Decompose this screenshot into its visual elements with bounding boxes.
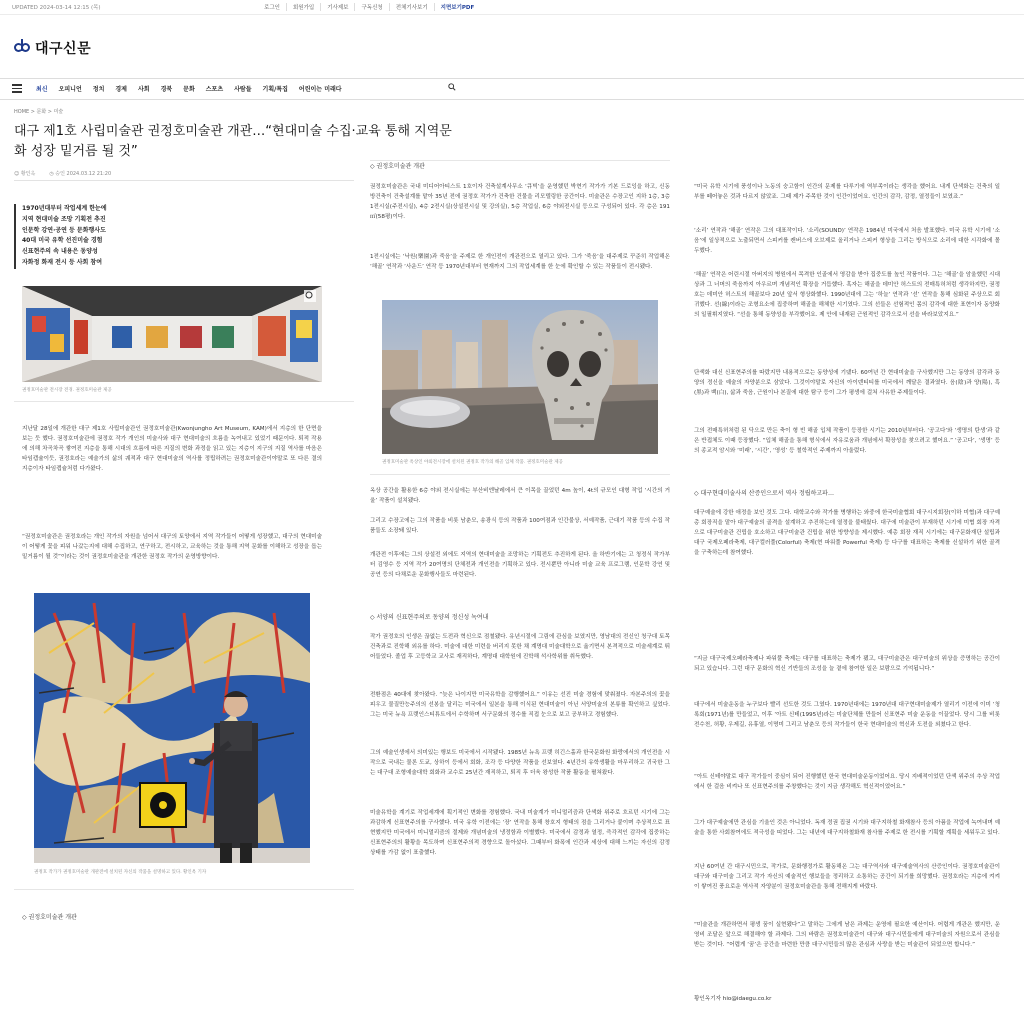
col2-paragraph-4: 그리고 수장고에는 그의 작품을 비롯 남춘모, 송광식 등의 작품과 100여점과 인간불상, 서예작품, 근대기 작품 등의 수집 작품들도 소장돼 있다.	[370, 518, 670, 534]
col3-paragraph-9: “아트 신테야말로 대구 작가들이 중심이 되어 진행했던 한국 현대미술운동이었어요. 당시 지배적이었던 단색 위주의 추상 작업에서 한 걸음 비켜나 또 신표현주의를 주창했다는 것이 지금 생각해도 혁신적이었어요.”	[694, 774, 1000, 790]
col2-paragraph-6: 작가 권정호의 인생은 끊없는 도전과 혁신으로 점철됐다. 유년시절에 그림에 관심을 보였지만, 영남대의 전신인 청구대 토목건축과로 진학해 외유를 하다. 미술에 대한 미련을 버리지 못한 채 계명대 미술대학으로 옮기면서 본격적으로 미술세계로 뛰어들었다. 졸업 후 고등학교 교사로 재직하다, 계명대 대학원에 진학해 석사학위를 취득했다.	[370, 634, 670, 660]
nav-item-economy[interactable]: 경제	[115, 86, 127, 93]
summary-line: 1970년대부터 작업세계 한눈에	[22, 205, 107, 212]
nav-item-features[interactable]: 기획/특집	[262, 86, 288, 93]
nav-item-children[interactable]: 어린이는 미래다	[298, 86, 342, 93]
pdf-link[interactable]: 지면보기PDF	[434, 3, 481, 11]
article-author: ☺ 황인옥	[14, 171, 36, 177]
nav-item-latest[interactable]: 최신	[36, 86, 48, 93]
all-articles-link[interactable]: 전체기사보기	[389, 3, 434, 11]
photo2-caption: 권정호 작가가 권정호미술관 개관전에 설치된 자신의 작품을 설명하고 있다. 황인옥 기자	[34, 870, 207, 875]
nav-item-politics[interactable]: 정치	[92, 86, 105, 93]
col2-subheading-2: ◇ 서양의 신표현주의로 동양의 정신성 녹여내	[370, 614, 489, 621]
subscribe-link[interactable]: 구독신청	[354, 3, 388, 11]
nav-item-people[interactable]: 사람들	[234, 86, 252, 93]
nav-item-culture[interactable]: 문화	[183, 86, 195, 93]
article-summary	[14, 204, 146, 269]
nav-item-opinion[interactable]: 오피니언	[58, 86, 82, 93]
col2-paragraph-5: 개관전 이후에는 그의 상설전 외에도 지역의 현대미술을 조망하는 기획전도 추진하게 된다. 올 하반기에는 고 청정식 작가부터 김영수 등 지역 작가 20여명의 단체전과 개인전을 기획하고 있다. 전시뿐만 아니라 미술 교육 프로그램, 인문학 강연 및 공연 등의 다채로운 문화행사들도 마련된다.	[370, 552, 670, 578]
site-logo[interactable]	[14, 38, 91, 58]
hamburger-icon[interactable]	[12, 84, 22, 95]
col3-paragraph-2: ‘소리’ 연작과 ‘해골’ 연작은 그의 대표작이다. ‘소리(SOUND)’ 연작은 1984년 미국에서 처음 발표했다. 미국 유학 시기에 ‘소음’에 일상적으로 노출되면서 스피커를 캔버스에 오브제로 올리거나 스피커 형상을 그리는 방식으로 소리에 대한 시각화에 몰두했다.	[694, 228, 1000, 254]
report-link[interactable]: 기사제보	[320, 3, 354, 11]
meta-divider	[14, 180, 354, 181]
summary-line: 인문학 강연·공연 등 문화행사도	[22, 226, 106, 234]
updated-timestamp: UPDATED 2024-03-14 12:15 (목)	[12, 5, 101, 11]
col3-subheading: ◇ 대구현대미술사의 산증인으로서 역사 정립하고파…	[694, 490, 834, 497]
breadcrumb-art[interactable]: 미술	[53, 109, 64, 115]
signup-link[interactable]: 회원가입	[286, 3, 320, 11]
col2-subheading-1: ◇ 권정호미술관 개관	[370, 163, 425, 170]
divider	[14, 401, 354, 402]
photo3-caption: 권정호미술관 옥상인 야외전시장에 설치된 권정호 작가의 해골 입체 작품. 권정호미술관 제공	[382, 460, 563, 465]
col3-paragraph-11: 지난 60여년 간 대구시민으로, 작가로, 문화행정가로 활동해온 그는 대구역사와 대구예술역사의 산증인이다. 권정호미술관이 대구와 대구미술 그리고 작가 자신의 예술적인 행보들을 정리하고 소통하는 공간이 되기를 희망했다. 권정호라는 지층에 켜켜이 쌓여진 풍요로운 역사적 자양분이 권정호미술관을 통해 전해지게 바랐다.	[694, 864, 1000, 890]
col2-paragraph-1: 권정호미술관은 국내 미디어아티스트 1호이자 건축설계사무소 ‘큐빅’을 운영했던 박현기 작가가 기본 드로잉을 하고, 신동방건축이 건축설계를 맡아 35년 전에 권정호 작가가 건축한 건물을 리모델링한 공간이다. 미술관은 수장고인 지하 1층, 3층 1전시실(주전시실), 4층 2전시실(상설전시실 및 강의실), 5층 작업실, 6층 야외전시실 등으로 구성되어 있다. 각 층은 191㎡(58평)이다.	[370, 184, 670, 220]
col2-paragraph-2: 1전시실에는 ‘낙원(樂園)과 죽음’을 주제로 한 개인전이 개관전으로 열리고 있다. 그가 ‘죽음’을 대주제로 꾸준히 작업해온 ‘해골’ 연작과 ‘사운드’ 연작 등 1970년대부터 현재까지 그의 작업세계를 한 눈에 확인할 수 있는 작품들이 전시됐다.	[370, 254, 670, 270]
login-link[interactable]: 로그인	[264, 5, 280, 11]
col3-paragraph-6: 대구예술에 강한 애정을 보인 것도 그다. 대학교수와 작가를 병행하는 와중에 한국미술협회 대구시지회장(이하 미협)과 대구예총 회장직을 맡아 대구예술의 골격을 설계하고 추진하는데 열정을 불태웠다. 대구에 미술관이 부재하던 시기에 미협 회장 자격으로 대구미술관 건립을 호소하고 대구미술관 건립을 위한 방향성을 제시했다. 예총 회장 재직 시기에는 대구문화재단 설립과 대구 국제오페라축제, 대구컬러풀(Colorful) 축제(현 파워풀 Powerful 축제) 등 다구를 대표하는 축제를 신설하기 위한 골격을 구축하는데 참여했다.	[694, 510, 1000, 556]
col3-paragraph-12: “미술관을 개관하면서 평생 꿈이 실현됐다”고 말하는 그에게 남은 과제는 운영에 필요한 예산이다. 어렵게 개관은 했지만, 운영비 조달은 앞으로 해결해야 할 과제다. 그의 바람은 권정호미술관이 대구와 대구시민들에게 대구미술의 자원으로서 관심을 받는 것이다. “어렵게 ‘꿈’은 공간을 마련한 만큼 대구시민들의 많은 관심과 사랑을 받는 미술관이 되었으면 합니다.”	[694, 922, 1000, 948]
article-byline: 황인옥기자 hio@idaegu.co.kr	[694, 996, 772, 1002]
breadcrumb: HOME > 문화 > 미술	[14, 109, 64, 115]
skull-sculpture-photo[interactable]	[382, 300, 658, 454]
breadcrumb-home[interactable]: HOME	[14, 109, 30, 115]
divider	[370, 474, 670, 475]
col3-paragraph-1: “미국 유학 시기에 풍성이나 노동의 숭고함이 인간의 문제를 다루기에 역부족이라는 생각을 했어요. 내게 단색화는 건축의 일부를 떼어놓은 것과 다르지 않았죠. 그때 제가 주목한 것이 인간이었어요. 인간의 감각, 감정, 열정들이 보였죠.”	[694, 184, 1000, 200]
col1-subheading: ◇ 권정호미술관 개관	[22, 914, 77, 921]
col2-paragraph-3: 옥상 공간을 활용한 6층 야외 전시실에는 부산비엔날레에서 큰 이목을 끌었던 4m 높이, 4t의 규모인 대형 작업 ‘시간의 거울’ 작품이 설치됐다.	[370, 488, 670, 504]
photo1-caption: 권정호미술관 전시장 전경. 권정호미술관 제공	[22, 388, 112, 393]
col3-paragraph-10: 그가 대구예술에만 관심을 기울인 것은 아니었다. 독재 정권 집권 시기와 대구지하철 화재참사 등의 아픔을 작업에 녹여내며 예술을 통한 사회참여에도 적극성을 띠었다. 그는 내년에 대구지하철화재 참사를 주제로 한 전시를 기획할 계획을 세워두고 있다.	[694, 820, 1000, 836]
summary-line: 자화정 화재 전시 등 사회 참여	[22, 258, 102, 266]
col1-paragraph-1: 지난달 28일에 개관한 대구 제1호 사립미술관인 권정호미술관(Kwonjungho Art Museum, KAM)에서 지층의 한 단면을 보는 듯 했다. 권정호미술관에 권정호 작가 개인의 미술사와 대구 현대미술의 흐름을 녹여내고 있었기 때문이다. 퇴적 작용에 의해 차곡차곡 쌓여진 지층을 통해 시대의 흐름에 따른 지질의 변화 과정을 읽고 있는 지층이 지구의 지질 역사를 마음은 타임캡슐이듯, 권정호라는 예술가의 삶의 궤적과 대구 현대미술의 역사를 정립하려는 권정호미술관이야말로 또 다른 결의 지층이자 타임캡슐처럼 다가왔다.	[22, 426, 322, 472]
summary-line: 지역 현대미술 조망 기획전 추진	[22, 215, 106, 223]
search-icon[interactable]	[448, 83, 456, 91]
col2-paragraph-9: 미술유학을 계기로 작업세계에 획기적인 변화를 경험했다. 국내 미술계가 미니멀리즘과 단색화 위주로 흐르던 시기에 그는 과감하게 신표현주의를 구사했다. 미국 유학 이전에는 ‘장’ 연작을 통해 창호지 형태의 점을 그리거나 붙이며 추상적으로 표현했지만 미국에서 미니멀리즘의 절제와 개념미술의 냉정함과 이별했다. 미국에서 감정과 열정, 즉각적인 감각에 집중하는 신표현주의의 활황을 목도하며 신표현주의적 경향으로 돌아섰다. 그때부터 화폭에 인간과 세상에 대해 느끼는 자신의 감정 상태를 가감 없이 표출했다.	[370, 810, 670, 856]
nav-item-society[interactable]: 사회	[137, 86, 150, 93]
artist-painting-photo[interactable]	[34, 593, 310, 863]
article-date: ◷ 승인 2024.03.12 21:20	[49, 171, 112, 177]
divider	[14, 889, 354, 890]
col3-paragraph-4: 단색화 대신 신표현주의를 따랐지만 내용적으로는 동양성에 기댔다. 60여년 간 현대미술을 구사했지만 그는 동양의 감각과 동양의 정신을 예술의 자양분으로 삼았다. 그것이야말로 자신의 아이덴티티를 미국에서 깨달은 결과였다. 음(陰)과 양(陽), 흑(黑)과 백(白), 삶과 죽음, 근원이나 본질에 대한 탐구 등이 그가 평생에 걸쳐 사유한 주제들이다.	[694, 370, 1000, 396]
nav-item-sports[interactable]: 스포츠	[205, 86, 224, 93]
nav-item-gyeongbuk[interactable]: 경북	[160, 86, 173, 93]
summary-line: 신표현주의 속 내용은 동양성	[22, 248, 98, 256]
gallery-interior-photo[interactable]	[22, 286, 322, 382]
logo-mark-icon	[14, 42, 32, 54]
summary-line: 40대 미국 유학 선진미술 경험	[22, 237, 103, 245]
article-meta	[14, 170, 111, 177]
col3-paragraph-3: ‘해골’ 연작은 어린시절 아버지의 병원에서 목격한 인골에서 영감을 받아 집중도를 높인 작품이다. 그는 ‘해골’을 암울했던 시대상과 그 너머의 죽음까지 아우르며 개념적인 확장을 거듭했다. 혹자는 해골을 데미안 허스트의 전매특허처럼 생각하지만, 권정호는 데미안 허스트의 해골보다 20년 앞서 형상화했다. 1990년대에 그는 ‘하늘’ 연작과 ‘선’ 연작을 통해 심화된 주상으로 회귀했다. 선(線)이라는 조형요소에 집중하며 해골을 해체한 시기였다. 그의 선들은 선험적인 몸의 감각에 대한 표현이자 동양화의 일필휘지였다. “선을 통해 동양성을 부각했어요. 제 안에 내재된 근원적인 감각으로서 선을 바라보았지요.”	[694, 272, 1000, 318]
nav-menu	[36, 84, 342, 93]
col2-paragraph-7: 전환점은 40대에 찾아왔다. “늦은 나이지만 미국유학을 감행했어요.” 이유는 선진 미술 경험에 맞춰졌다. 자본주의의 꽃을 피우고 물질만능주의의 선봉을 달리는 미국에서 일본을 통해 이식된 현대미술이 아닌 서양미술의 본류를 확인하고 싶었다. 그는 미국 뉴욕 프랫인스티튜트에서 수학하며 서구문화의 정수를 직접 눈으로 보고 공부하고 경험했다.	[370, 692, 670, 718]
col3-paragraph-5: 그의 전매특허처럼 된 닥으로 만든 축이 형 빈 해골 입체 작품이 등장한 시기는 2010년부터다. ‘공고다’와 ‘생명의 탄생’과 같은 반접체도 이때 등장했다. “입체 해골을 통해 형식에서 자유로움과 개념에서 확장성을 찾으려고 했어요.” ‘공고다’, ‘생명’ 등의 종교적 암시와 ‘미래’, ‘시간’, ‘영성’ 등 철학적인 주제까지 아울렀다.	[694, 428, 1000, 454]
breadcrumb-culture[interactable]: 문화	[36, 109, 47, 115]
col3-paragraph-7: “지금 대구국제오페라축제나 파워풀 축제는 대구를 대표하는 축제가 됐고, 대구미술관은 대구미술의 위상을 증명하는 공간이 되고 있습니다. 그런 대구 문화의 혁신 기반들의 조성을 늘 곁에 참여한 일은 보람으로 기억됩니다.”	[694, 656, 1000, 672]
col3-paragraph-8: 대구에서 미술운동을 누구보다 빨리 선도한 것도 그였다. 1970년대에는 1970년대 대구현대미술제가 열리기 이전에 이미 ‘청록회(1971년)를 만들었고, 이후 ‘아트 신테(1995년)라는 미술단체를 만들어 신표현주 미술 운동을 이끌었다. 당시 그를 비롯 전수천, 허황, 우제길, 유휴열, 이명미 그리고 남춘모 등의 작가들이 한국 현대미술의 혁신과 도전을 외쳤다고 한다.	[694, 702, 1000, 728]
col1-paragraph-2: “권정호미술관은 권정호라는 개인 작가의 자원을 넘어서 대구의 토양에서 지역 작가들이 어떻게 성장했고, 대구의 현대미술이 어떻게 꽃을 피워 나갔는지에 대해 수집하고, 연구하고, 전시하고, 교육하는 것을 통해 지역 문화를 이해하고 성장을 돕는 밑거름이 될 것”이라는 것이 권정호미술관을 개관한 권정호 작가의 운영방향이다.	[22, 534, 322, 560]
article-headline: 대구 제1호 사립미술관 권정호미술관 개관…“현대미술 수집·교육 통해 지역문화 성장 밑거름 될 것”	[14, 124, 452, 159]
col2-paragraph-8: 그의 예술인생에서 의미있는 행보도 미국에서 시작됐다. 1985년 뉴욕 프랫 히긴스홀과 한국문화원 화랑에서의 개인전을 시작으로 국내는 물론 도쿄, 상하이 등에서 회화, 조각 등 다양한 작품을 선보였다. 4년간의 유학생활을 마무리하고 귀국한 그는 대구대 조형예술대학 회화과 교수로 25년간 재직하고, 퇴직 후 더욱 왕성한 작품 활동을 펼쳐왔다.	[370, 750, 670, 776]
top-bar	[0, 0, 1024, 15]
logo-text: 대구신문	[35, 41, 92, 57]
top-links	[258, 3, 480, 11]
